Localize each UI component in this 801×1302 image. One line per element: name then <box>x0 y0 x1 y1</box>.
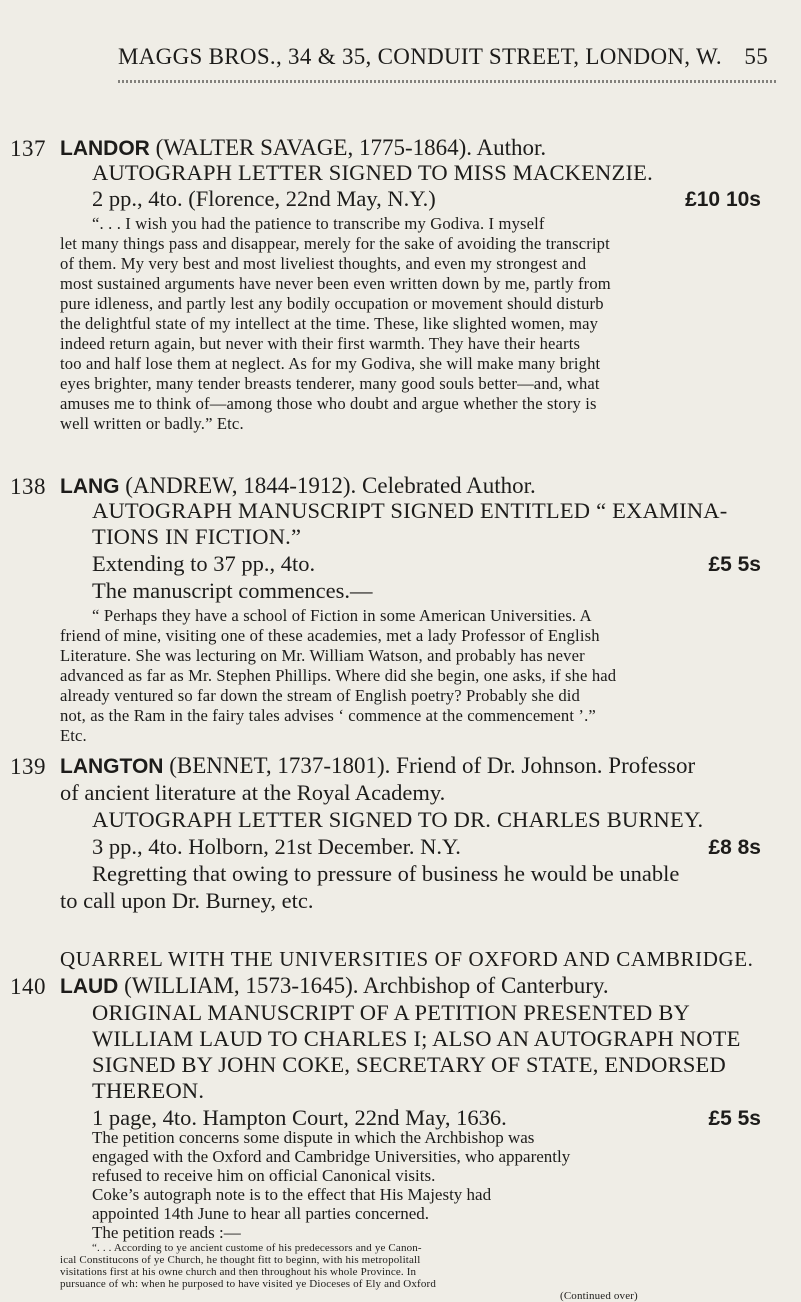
continued-note: (Continued over) <box>560 1290 638 1302</box>
quote-line: let many things pass and disappear, merely for the sake of avoiding the transcript <box>60 234 610 253</box>
author-name: LAUD <box>60 975 119 998</box>
lot-price: £5 5s <box>708 553 761 576</box>
lot-details: 3 pp., 4to. Holborn, 21st December. N.Y. <box>92 834 461 859</box>
lot-number: 139 <box>10 754 46 779</box>
quote-line: amuses me to think of—among those who doubt and argue whether the story is <box>60 394 597 413</box>
lot-number: 137 <box>10 136 46 161</box>
quote-line: too and half lose them at neglect. As for my Godiva, she will make many bright <box>60 354 601 373</box>
quote-line: the delightful state of my intellect at the time. These, like slighted women, may <box>60 314 599 333</box>
lot-details: 1 page, 4to. Hampton Court, 22nd May, 1636. <box>92 1105 507 1130</box>
author-info: (WILLIAM, 1573-1645). Archbishop of Canterbury. <box>118 973 609 998</box>
lot-intro: The manuscript commences.— <box>92 578 373 603</box>
lot-description: to call upon Dr. Burney, etc. <box>60 888 314 913</box>
quote-line: “. . . I wish you had the patience to transcribe my Godiva. I myself <box>92 214 545 233</box>
lot-description: The petition concerns some dispute in which the Archbishop was <box>92 1128 535 1147</box>
lot-heading <box>60 473 536 500</box>
lot-price: £10 10s <box>685 188 761 211</box>
lot-description: engaged with the Oxford and Cambridge Universities, who apparently <box>92 1147 571 1166</box>
lot-heading <box>60 135 546 162</box>
lot-title: SIGNED BY JOHN COKE, SECRETARY OF STATE, ENDORSED <box>92 1052 726 1077</box>
author-info: (WALTER SAVAGE, 1775-1864). Author. <box>149 135 547 160</box>
quote-line: most sustained arguments have never been even written down by me, partly from <box>60 274 611 293</box>
lot-description: refused to receive him on official Canonical visits. <box>92 1166 436 1185</box>
lot-title: ORIGINAL MANUSCRIPT OF A PETITION PRESENTED BY <box>92 1000 690 1025</box>
lot-price: £5 5s <box>708 1107 761 1130</box>
quote-line: indeed return again, but never with their first warmth. They have their hearts <box>60 334 581 353</box>
lot-details: Extending to 37 pp., 4to. <box>92 551 316 576</box>
lot-heading-continued: of ancient literature at the Royal Academy. <box>60 780 446 805</box>
author-info: (ANDREW, 1844-1912). Celebrated Author. <box>119 473 536 498</box>
author-name: LANG <box>60 475 120 498</box>
lot-title: AUTOGRAPH MANUSCRIPT SIGNED ENTITLED “ EXAMINA- <box>92 498 728 523</box>
lot-details: 2 pp., 4to. (Florence, 22nd May, N.Y.) <box>92 186 436 211</box>
quote-line: of them. My very best and most liveliest thoughts, and even my strongest and <box>60 254 587 273</box>
header-title: MAGGS BROS., 34 & 35, CONDUIT STREET, LONDON, W. <box>118 44 722 69</box>
header-rule <box>118 80 778 83</box>
lot-title: AUTOGRAPH LETTER SIGNED TO DR. CHARLES BURNEY. <box>92 807 704 832</box>
lot-title: WILLIAM LAUD TO CHARLES I; ALSO AN AUTOGRAPH NOTE <box>92 1026 741 1051</box>
lot-description: The petition reads :— <box>92 1223 241 1242</box>
lot-title: THEREON. <box>92 1078 205 1103</box>
lot-title: AUTOGRAPH LETTER SIGNED TO MISS MACKENZIE. <box>92 160 653 185</box>
quote-line: pursuance of wh: when he purposed to have visited ye Dioceses of Ely and Oxford <box>60 1278 436 1290</box>
lot-description: appointed 14th June to hear all parties concerned. <box>92 1204 430 1223</box>
quote-line: “ Perhaps they have a school of Fiction in some American Universities. A <box>92 606 592 625</box>
quote-line: friend of mine, visiting one of these academies, met a lady Professor of English <box>60 626 600 645</box>
lot-description: Regretting that owing to pressure of business he would be unable <box>92 861 680 886</box>
quote-line: not, as the Ram in the fairy tales advises ‘ commence at the commencement ’.” <box>60 706 596 725</box>
lot-heading <box>60 753 695 780</box>
quote-line: well written or badly.” Etc. <box>60 414 244 433</box>
quote-line: Literature. She was lecturing on Mr. William Watson, and probably has never <box>60 646 585 665</box>
lot-price: £8 8s <box>708 836 761 859</box>
section-heading: QUARREL WITH THE UNIVERSITIES OF OXFORD AND CAMBRIDGE. <box>60 947 754 971</box>
quote-line: eyes brighter, many tender breasts tenderer, many good souls better—and, what <box>60 374 600 393</box>
page-header <box>118 44 768 70</box>
author-info: (BENNET, 1737-1801). Friend of Dr. Johnson. Professor <box>163 753 696 778</box>
quote-line: pure idleness, and partly lest any bodily occupation or movement should disturb <box>60 294 604 313</box>
page-number: 55 <box>744 44 768 69</box>
author-name: LANGTON <box>60 755 164 778</box>
quote-line: Etc. <box>60 726 87 745</box>
lot-description: Coke’s autograph note is to the effect that His Majesty had <box>92 1185 492 1204</box>
quote-line: visitations first at his owne church and then throughout his whole Province. In <box>60 1266 417 1278</box>
quote-line: advanced as far as Mr. Stephen Phillips. Where did she begin, one asks, if she had <box>60 666 617 685</box>
author-name: LANDOR <box>60 137 150 160</box>
lot-title: TIONS IN FICTION.” <box>92 524 302 549</box>
lot-number: 140 <box>10 974 46 999</box>
lot-heading <box>60 973 609 1000</box>
quote-line: “. . . According to ye ancient custome of his predecessors and ye Canon- <box>92 1242 422 1254</box>
lot-number: 138 <box>10 474 46 499</box>
quote-line: ical Constitucons of ye Church, he thought fitt to beginn, with his metropolitall <box>60 1254 421 1266</box>
quote-line: already ventured so far down the stream of English poetry? Probably she did <box>60 686 580 705</box>
